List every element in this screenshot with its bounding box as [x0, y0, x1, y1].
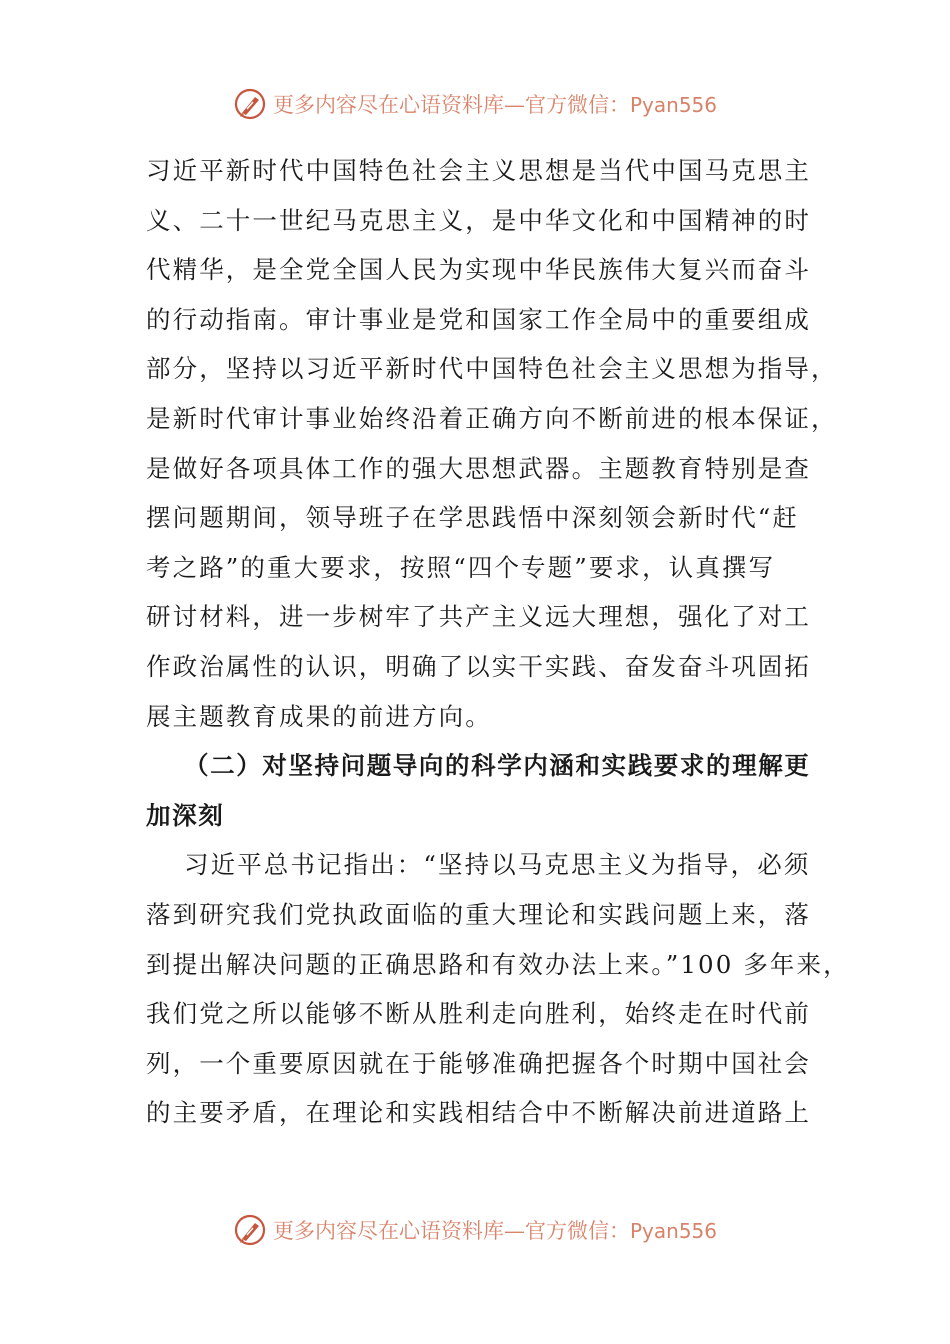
- text-line: 的行动指南。审计事业是党和国家工作全局中的重要组成: [146, 304, 811, 334]
- text-line: 习近平总书记指出：“坚持以马克思主义为指导，必须: [184, 850, 811, 880]
- header-watermark: [0, 84, 950, 124]
- text-line: 摆问题期间，领导班子在学思践悟中深刻领会新时代“赶: [146, 503, 800, 533]
- text-line: 列，一个重要原因就在于能够准确把握各个时期中国社会: [146, 1048, 811, 1078]
- document-body: [146, 146, 850, 1138]
- text-line: 习近平新时代中国特色社会主义思想是当代中国马克思主: [146, 156, 811, 185]
- text-line: 部分，坚持以习近平新时代中国特色社会主义思想为指导，: [146, 354, 838, 384]
- text-line: 我们党之所以能够不断从胜利走向胜利，始终走在时代前: [146, 999, 811, 1029]
- heading-line: 加深刻: [146, 800, 225, 830]
- pen-nib-icon: [233, 87, 267, 121]
- text-line: 作政治属性的认识，明确了以实干实践、奋发奋斗巩固拓: [146, 651, 811, 681]
- text-line: 义、二十一世纪马克思主义，是中华文化和中国精神的时: [146, 205, 811, 235]
- heading-line: （二）对坚持问题导向的科学内涵和实践要求的理解更: [184, 751, 811, 781]
- paragraph-2: [146, 840, 850, 1138]
- watermark-text: 更多内容尽在心语资料库—官方微信：Pyan556: [272, 1219, 717, 1243]
- watermark-text: 更多内容尽在心语资料库—官方微信：Pyan556: [272, 93, 717, 117]
- text-line: 代精华，是全党全国人民为实现中华民族伟大复兴而奋斗: [146, 255, 811, 285]
- text-line: 的主要矛盾，在理论和实践相结合中不断解决前进道路上: [146, 1098, 811, 1128]
- text-line: 是做好各项具体工作的强大思想武器。主题教育特别是查: [146, 453, 811, 483]
- paragraph-1: [146, 146, 838, 741]
- pen-nib-icon: [233, 1213, 267, 1247]
- text-line: 到提出解决问题的正确思路和有效办法上来。”100 多年来，: [146, 949, 850, 979]
- section-heading: [146, 741, 814, 840]
- text-line: 考之路”的重大要求，按照“四个专题”要求，认真撰写: [146, 552, 776, 582]
- text-line: 展主题教育成果的前进方向。: [146, 701, 492, 731]
- text-line: 是新时代审计事业始终沿着正确方向不断前进的根本保证，: [146, 403, 838, 433]
- watermark-wechat-id: Pyan556: [629, 93, 717, 117]
- watermark-wechat-id: Pyan556: [629, 1219, 717, 1243]
- text-line: 落到研究我们党执政面临的重大理论和实践问题上来，落: [146, 899, 811, 929]
- footer-watermark: [0, 1210, 950, 1250]
- text-line: 研讨材料，进一步树牢了共产主义远大理想，强化了对工: [146, 602, 811, 632]
